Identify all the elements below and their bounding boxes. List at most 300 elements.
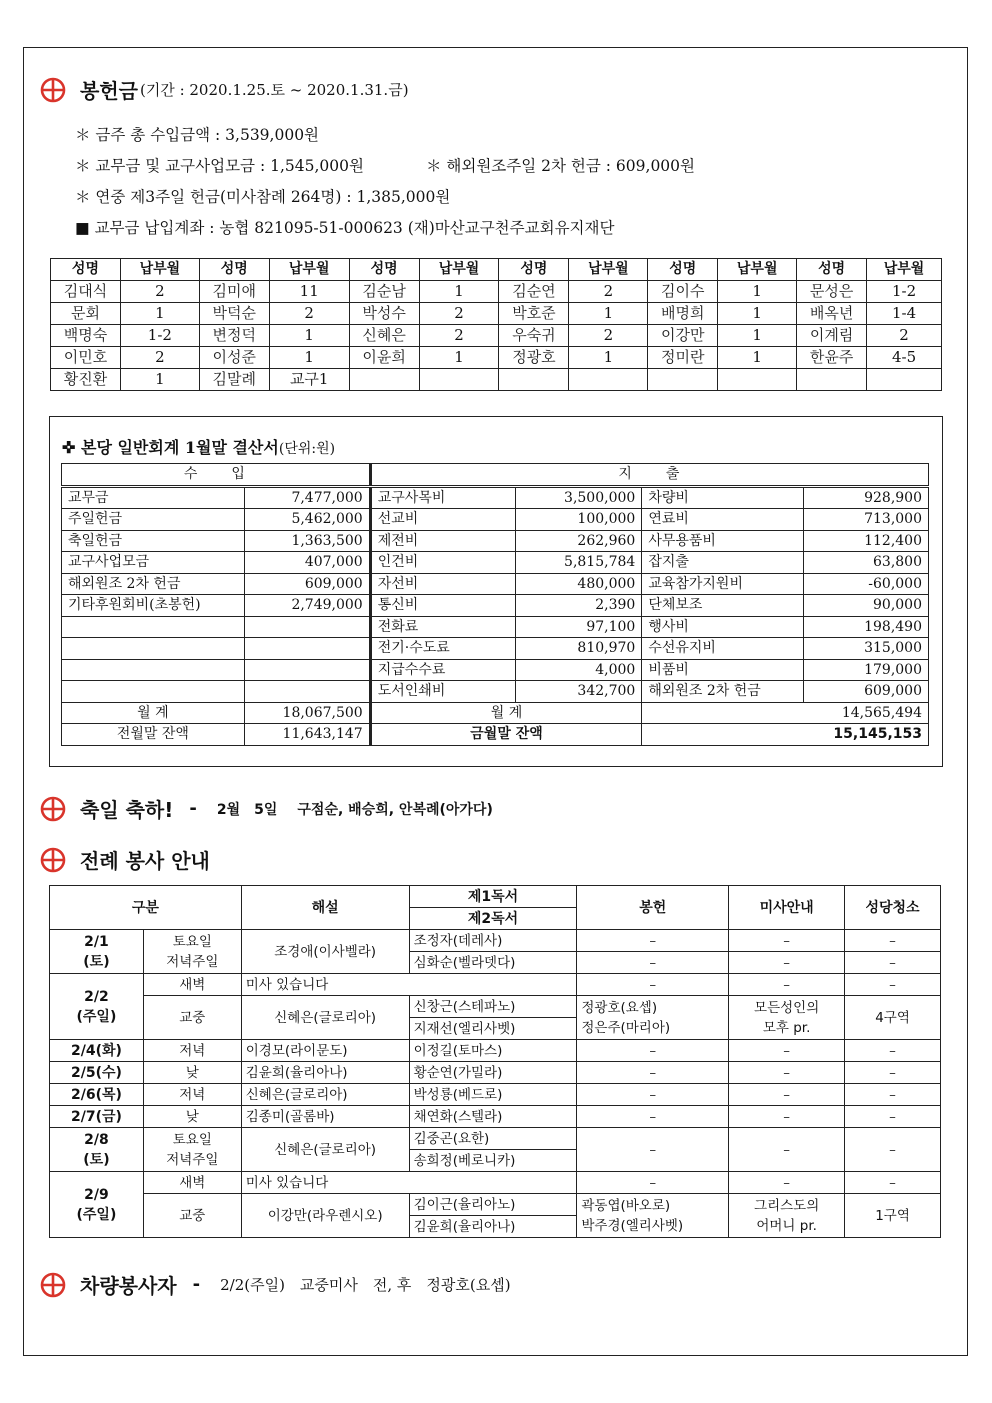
income-value: 609,000 [244, 573, 370, 595]
ledger-row [62, 509, 929, 531]
expense-label: 수선유지비 [642, 638, 804, 660]
row-guide: – [729, 1062, 845, 1084]
row-cleaning: – [845, 1128, 941, 1172]
day-text: (토) [83, 953, 110, 970]
income-label: 기타후원회비(초봉헌) [62, 595, 245, 617]
income-label [62, 638, 245, 660]
expense-label: 단체보조 [642, 595, 804, 617]
cross-icon [40, 77, 66, 103]
expense-value: -60,000 [804, 573, 929, 595]
type-text: 저녁주일 [166, 1151, 219, 1168]
payer-name [648, 369, 718, 391]
day-text: (토) [83, 1151, 110, 1168]
row-commentary: 신혜은(글로리아) [241, 1084, 409, 1106]
expense-label: 제전비 [370, 530, 516, 552]
row-reading1: 김이근(율리아노) [409, 1194, 577, 1216]
row-offering: – [577, 1106, 729, 1128]
income-label: 축일헌금 [62, 530, 245, 552]
header-category: 구분 [50, 886, 242, 930]
liturgy-row [50, 1084, 941, 1106]
header-name: 성명 [349, 259, 419, 281]
row-offering: – [577, 974, 729, 996]
driver-title: 차량봉사자 [80, 1274, 177, 1298]
header-name: 성명 [499, 259, 569, 281]
payer-month: 2 [120, 347, 199, 369]
row-cleaning: – [845, 1040, 941, 1062]
payer-name [797, 369, 867, 391]
payer-month: 2 [269, 303, 349, 325]
row-date [50, 1172, 144, 1238]
row-reading1: 황순연(가밀라) [409, 1062, 577, 1084]
expense-value: 2,390 [516, 595, 642, 617]
payer-name: 박덕순 [199, 303, 269, 325]
day-text: (주일) [76, 1008, 117, 1025]
expense-value: 262,960 [516, 530, 642, 552]
expense-value: 97,100 [516, 616, 642, 638]
expense-value: 315,000 [804, 638, 929, 660]
expense-label: 도서인쇄비 [370, 681, 516, 703]
expense-value: 90,000 [804, 595, 929, 617]
header-month: 납부월 [718, 259, 797, 281]
row-commentary: 신혜은(글로리아) [241, 996, 409, 1040]
income-value [244, 659, 370, 681]
payer-name: 신혜은 [349, 325, 419, 347]
row-reading1: 이정길(토마스) [409, 1040, 577, 1062]
cross-icon [40, 796, 66, 822]
payer-month: 2 [120, 281, 199, 303]
row-type: 교중 [143, 996, 241, 1040]
row-offering: – [577, 1084, 729, 1106]
header-name: 성명 [797, 259, 867, 281]
row-type: 교중 [143, 1194, 241, 1238]
date-text: 2/8 [84, 1131, 109, 1148]
payment-row [51, 325, 942, 347]
guide-text: 모든성인의 [754, 999, 820, 1016]
row-guide: – [729, 1106, 845, 1128]
row-reading1: 신창근(스테파노) [409, 996, 577, 1018]
ledger-row [62, 530, 929, 552]
note-overseas: ＊ 해외원조주일 2차 헌금 : 609,000원 [425, 157, 695, 175]
payer-name: 이윤희 [349, 347, 419, 369]
header-name: 성명 [199, 259, 269, 281]
ledger-body [62, 486, 929, 702]
ledger-total-row [62, 702, 929, 724]
payer-name: 이민호 [51, 347, 121, 369]
header-month: 납부월 [120, 259, 199, 281]
ledger-row [62, 552, 929, 574]
row-type: 저녁 [143, 1084, 241, 1106]
expense-value: 100,000 [516, 509, 642, 531]
row-cleaning: 1구역 [845, 1194, 941, 1238]
feast-section-title [40, 794, 493, 823]
row-cleaning: – [845, 1106, 941, 1128]
header-month: 납부월 [867, 259, 942, 281]
payer-month: 1 [569, 347, 648, 369]
curr-balance: 15,145,153 [642, 724, 929, 746]
row-offering: – [577, 1172, 729, 1194]
payer-month: 1 [718, 347, 797, 369]
expense-header: 지 출 [370, 464, 928, 487]
income-value: 2,749,000 [244, 595, 370, 617]
row-cleaning: 4구역 [845, 996, 941, 1040]
row-offering: – [577, 952, 729, 974]
row-type: 새벽 [143, 974, 241, 996]
header-cleaning: 성당청소 [845, 886, 941, 930]
row-reading1: 채연화(스텔라) [409, 1106, 577, 1128]
payer-name: 문성은 [797, 281, 867, 303]
payer-month: 2 [419, 303, 499, 325]
ledger-row [62, 595, 929, 617]
header-offering: 봉헌 [577, 886, 729, 930]
row-date [50, 974, 144, 1040]
payer-name: 이계림 [797, 325, 867, 347]
payer-month: 1 [419, 347, 499, 369]
payer-month [569, 369, 648, 391]
expense-label: 교육참가지원비 [642, 573, 804, 595]
payer-name: 김이수 [648, 281, 718, 303]
ledger-row [62, 573, 929, 595]
row-commentary: 김윤희(율리아나) [241, 1062, 409, 1084]
payment-body [51, 281, 942, 391]
payer-name: 변정덕 [199, 325, 269, 347]
income-label: 주일헌금 [62, 509, 245, 531]
offering-notes [75, 120, 695, 244]
payer-month: 1 [718, 303, 797, 325]
payer-name: 정광호 [499, 347, 569, 369]
row-type: 낮 [143, 1062, 241, 1084]
payer-month: 1-2 [867, 281, 942, 303]
driver-detail: 2/2(주일) 교중미사 전, 후 정광호(요셉) [220, 1276, 511, 1294]
row-cleaning: – [845, 930, 941, 952]
row-reading1: 조정자(데레사) [409, 930, 577, 952]
payer-month: 11 [269, 281, 349, 303]
feast-date: 2월 5일 [216, 801, 278, 818]
payer-month: 1 [120, 303, 199, 325]
ledger-row [62, 681, 929, 703]
payer-name: 문회 [51, 303, 121, 325]
liturgy-row [50, 996, 941, 1018]
income-label [62, 681, 245, 703]
payer-name: 황진환 [51, 369, 121, 391]
expense-value: 112,400 [804, 530, 929, 552]
payer-name: 김미애 [199, 281, 269, 303]
header-reading1: 제1독서 [409, 886, 577, 908]
row-date: 2/6(목) [50, 1084, 144, 1106]
offering-title: 봉헌금 [80, 79, 138, 103]
expense-total: 14,565,494 [642, 702, 929, 724]
expense-label: 사무용품비 [642, 530, 804, 552]
row-commentary: 이경모(라이문도) [241, 1040, 409, 1062]
income-value: 407,000 [244, 552, 370, 574]
ledger-row [62, 486, 929, 509]
income-label [62, 659, 245, 681]
expense-label: 선교비 [370, 509, 516, 531]
liturgy-header-row [50, 886, 941, 908]
row-commentary: 조경애(이사벨라) [241, 930, 409, 974]
header-commentary: 해설 [241, 886, 409, 930]
offering-name: 곽동엽(바오로) [581, 1197, 671, 1214]
ledger-row [62, 616, 929, 638]
payer-name: 정미란 [648, 347, 718, 369]
income-total: 18,067,500 [244, 702, 370, 724]
expense-label: 통신비 [370, 595, 516, 617]
payer-name: 김대식 [51, 281, 121, 303]
header-month: 납부월 [269, 259, 349, 281]
row-guide: – [729, 1128, 845, 1172]
payer-month: 1 [419, 281, 499, 303]
income-value [244, 616, 370, 638]
payer-month: 1 [718, 281, 797, 303]
prev-balance-label: 전월말 잔액 [62, 724, 245, 746]
row-type: 저녁 [143, 1040, 241, 1062]
expense-label: 차량비 [642, 486, 804, 509]
liturgy-row [50, 1128, 941, 1150]
row-offering [577, 1194, 729, 1238]
payer-name: 김순연 [499, 281, 569, 303]
liturgy-row [50, 1194, 941, 1216]
row-guide [729, 996, 845, 1040]
payer-month: 1-4 [867, 303, 942, 325]
row-reading2: 지재선(엘리사벳) [409, 1018, 577, 1040]
expense-value: 3,500,000 [516, 486, 642, 509]
liturgy-row [50, 930, 941, 952]
row-date [50, 1128, 144, 1172]
liturgy-table [49, 885, 941, 1238]
income-value: 1,363,500 [244, 530, 370, 552]
offering-name: 박주경(엘리사벳) [581, 1217, 684, 1234]
ledger-header-row [62, 464, 929, 487]
expense-value: 928,900 [804, 486, 929, 509]
payer-name: 백명숙 [51, 325, 121, 347]
feast-title: 축일 축하! [80, 798, 174, 822]
payer-month: 1 [269, 347, 349, 369]
row-reading1: 김중곤(요한) [409, 1128, 577, 1150]
row-commentary: 신혜은(글로리아) [241, 1128, 409, 1172]
payer-month: 1-2 [120, 325, 199, 347]
row-guide: – [729, 974, 845, 996]
payer-month: 4-5 [867, 347, 942, 369]
payer-month: 2 [569, 281, 648, 303]
prev-balance: 11,643,147 [244, 724, 370, 746]
expense-value: 713,000 [804, 509, 929, 531]
row-offering: – [577, 930, 729, 952]
ledger-title-text: 본당 일반회계 1월말 결산서 [80, 438, 279, 457]
payer-month: 1 [718, 325, 797, 347]
date-text: 2/1 [84, 933, 109, 950]
note-sunday3: ＊ 연중 제3주일 헌금(미사참례 264명) : 1,385,000원 [75, 188, 451, 206]
expense-label: 지급수수료 [370, 659, 516, 681]
payer-name: 배옥년 [797, 303, 867, 325]
payment-table [50, 258, 942, 391]
offering-name: 정은주(마리아) [581, 1019, 671, 1036]
payer-month: 1 [569, 303, 648, 325]
expense-value: 4,000 [516, 659, 642, 681]
row-offering: – [577, 1062, 729, 1084]
payer-name [349, 369, 419, 391]
date-text: 2/2 [84, 988, 109, 1005]
ledger-unit: (단위:원) [278, 441, 336, 457]
cross-icon [40, 1272, 66, 1298]
payer-name [499, 369, 569, 391]
row-reading2: 김윤희(율리아나) [409, 1216, 577, 1238]
expense-value: 179,000 [804, 659, 929, 681]
payer-name: 김말례 [199, 369, 269, 391]
day-text: (주일) [76, 1206, 117, 1223]
payment-row [51, 281, 942, 303]
row-date [50, 930, 144, 974]
payer-month: 2 [419, 325, 499, 347]
liturgy-row [50, 1172, 941, 1194]
payer-name: 이성준 [199, 347, 269, 369]
type-text: 토요일 [172, 1131, 212, 1148]
note-total: ＊ 금주 총 수입금액 : 3,539,000원 [75, 126, 320, 144]
expense-label: 전화료 [370, 616, 516, 638]
payer-name: 박호준 [499, 303, 569, 325]
header-guide: 미사안내 [729, 886, 845, 930]
expense-label: 교구사목비 [370, 486, 516, 509]
income-value [244, 638, 370, 660]
payer-name: 김순남 [349, 281, 419, 303]
payer-name: 배명희 [648, 303, 718, 325]
expense-value: 480,000 [516, 573, 642, 595]
driver-dash: - [192, 1274, 201, 1295]
expense-label: 비품비 [642, 659, 804, 681]
curr-balance-label: 금월말 잔액 [370, 724, 642, 746]
income-value: 7,477,000 [244, 486, 370, 509]
row-type: 새벽 [143, 1172, 241, 1194]
feast-names: 구점순, 배승희, 안복례(아가다) [297, 801, 493, 818]
row-dawn-text: 미사 있습니다 [241, 1172, 577, 1194]
row-date: 2/7(금) [50, 1106, 144, 1128]
row-offering: – [577, 1128, 729, 1172]
row-commentary: 김종미(골롬바) [241, 1106, 409, 1128]
liturgy-row [50, 1062, 941, 1084]
liturgy-title: 전례 봉사 안내 [80, 849, 210, 873]
row-type [143, 1128, 241, 1172]
expense-total-label: 월 계 [370, 702, 642, 724]
feast-dash: - [189, 798, 197, 819]
expense-value: 342,700 [516, 681, 642, 703]
income-label: 해외원조 2차 헌금 [62, 573, 245, 595]
row-offering [577, 996, 729, 1040]
row-date: 2/5(수) [50, 1062, 144, 1084]
payment-row [51, 347, 942, 369]
payer-month [867, 369, 942, 391]
payer-month [718, 369, 797, 391]
header-reading2: 제2독서 [409, 908, 577, 930]
type-text: 저녁주일 [166, 953, 219, 970]
offering-period: (기간 : 2020.1.25.토 ~ 2020.1.31.금) [139, 81, 409, 99]
income-label [62, 616, 245, 638]
payer-name: 박성수 [349, 303, 419, 325]
ledger-row [62, 659, 929, 681]
payment-row [51, 369, 942, 391]
row-guide: – [729, 1172, 845, 1194]
expense-label: 해외원조 2차 헌금 [642, 681, 804, 703]
guide-text: 어머니 pr. [756, 1217, 817, 1234]
guide-text: 그리스도의 [754, 1197, 820, 1214]
expense-label: 연료비 [642, 509, 804, 531]
payer-name: 한윤주 [797, 347, 867, 369]
ledger-balance-row [62, 724, 929, 746]
payer-month: 2 [569, 325, 648, 347]
payer-month: 1 [120, 369, 199, 391]
payment-header-row [51, 259, 942, 281]
note-account: ■ 교무금 납입계좌 : 농협 821095-51-000623 (재)마산교구천주교회유지재단 [75, 219, 615, 237]
income-total-label: 월 계 [62, 702, 245, 724]
header-name: 성명 [648, 259, 718, 281]
note-diocese: ＊ 교무금 및 교구사업모금 : 1,545,000원 [75, 157, 364, 175]
header-month: 납부월 [419, 259, 499, 281]
income-label: 교무금 [62, 486, 245, 509]
ledger-table [61, 463, 929, 746]
header-month: 납부월 [569, 259, 648, 281]
liturgy-row [50, 1040, 941, 1062]
row-reading1: 박성룡(베드로) [409, 1084, 577, 1106]
cross-icon [40, 847, 66, 873]
date-text: 2/9 [84, 1186, 109, 1203]
ledger-title [62, 435, 335, 458]
income-label: 교구사업모금 [62, 552, 245, 574]
expense-value: 609,000 [804, 681, 929, 703]
payer-month: 교구1 [269, 369, 349, 391]
offering-section-title [40, 75, 409, 104]
liturgy-row [50, 1106, 941, 1128]
row-reading2: 심화순(벨라뎃다) [409, 952, 577, 974]
clover-icon: ✜ [62, 438, 76, 457]
row-type [143, 930, 241, 974]
liturgy-section-title [40, 845, 210, 874]
row-cleaning: – [845, 1084, 941, 1106]
row-commentary: 이강만(라우렌시오) [241, 1194, 409, 1238]
row-guide: – [729, 952, 845, 974]
row-date: 2/4(화) [50, 1040, 144, 1062]
header-name: 성명 [51, 259, 121, 281]
driver-section-title [40, 1270, 511, 1299]
guide-text: 모후 pr. [762, 1019, 811, 1036]
liturgy-row [50, 974, 941, 996]
row-cleaning: – [845, 952, 941, 974]
ledger-row [62, 638, 929, 660]
expense-value: 63,800 [804, 552, 929, 574]
payment-row [51, 303, 942, 325]
payer-month [419, 369, 499, 391]
row-guide: – [729, 1084, 845, 1106]
row-guide: – [729, 1040, 845, 1062]
expense-value: 810,970 [516, 638, 642, 660]
expense-label: 잡지출 [642, 552, 804, 574]
expense-label: 자선비 [370, 573, 516, 595]
offering-name: 정광호(요셉) [581, 999, 658, 1016]
row-offering: – [577, 1040, 729, 1062]
income-value: 5,462,000 [244, 509, 370, 531]
expense-value: 5,815,784 [516, 552, 642, 574]
payer-month: 2 [867, 325, 942, 347]
expense-value: 198,490 [804, 616, 929, 638]
row-dawn-text: 미사 있습니다 [241, 974, 577, 996]
row-guide: – [729, 930, 845, 952]
row-reading2: 송희정(베로니카) [409, 1150, 577, 1172]
payer-name: 우숙귀 [499, 325, 569, 347]
row-cleaning: – [845, 1172, 941, 1194]
payer-name: 이강만 [648, 325, 718, 347]
payer-month: 1 [269, 325, 349, 347]
row-cleaning: – [845, 974, 941, 996]
expense-label: 전기·수도료 [370, 638, 516, 660]
expense-label: 행사비 [642, 616, 804, 638]
row-guide [729, 1194, 845, 1238]
income-value [244, 681, 370, 703]
